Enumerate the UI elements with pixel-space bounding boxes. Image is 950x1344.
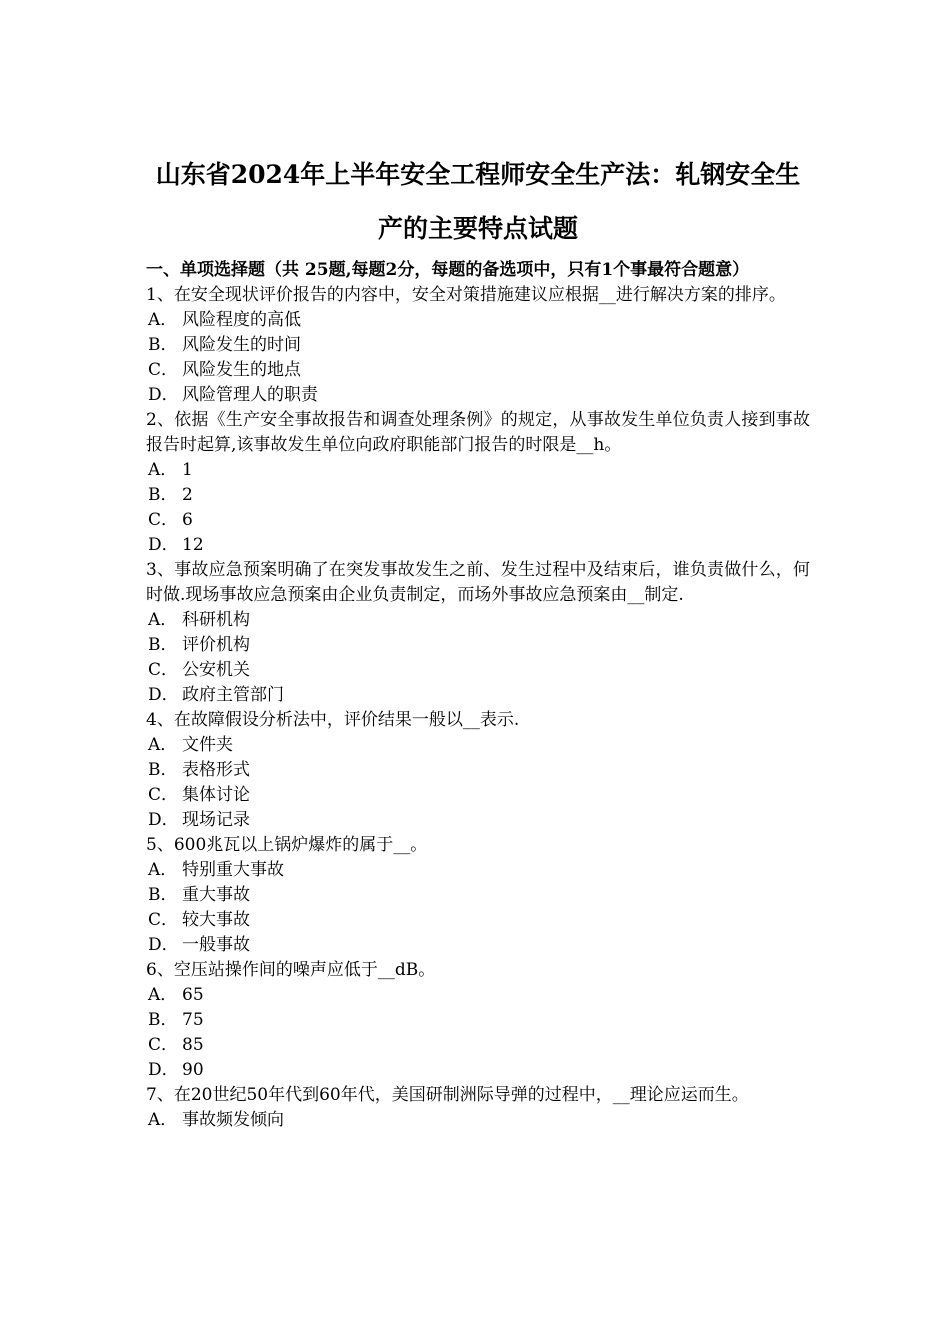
option-text: 特别重大事故	[182, 860, 284, 880]
option-letter: A．	[148, 460, 178, 480]
answer-option	[146, 1008, 810, 1033]
answer-option	[146, 658, 810, 683]
option-letter: A．	[148, 735, 178, 755]
option-text: 重大事故	[182, 885, 250, 905]
answer-option	[146, 858, 810, 883]
question-block	[146, 708, 810, 833]
option-text: 2	[182, 485, 193, 505]
answer-option	[146, 1108, 810, 1133]
answer-option	[146, 533, 810, 558]
option-letter: A．	[148, 860, 178, 880]
option-text: 风险发生的时间	[182, 335, 301, 355]
option-letter: B．	[148, 635, 178, 655]
option-text: 75	[182, 1010, 204, 1030]
option-text: 文件夹	[182, 735, 233, 755]
option-text: 较大事故	[182, 910, 250, 930]
option-letter: D．	[148, 535, 179, 555]
question-block	[146, 1083, 810, 1133]
question-text: 1、在安全现状评价报告的内容中，安全对策措施建议应根据__进行解决方案的排序。	[146, 285, 786, 305]
question-text: 4、在故障假设分析法中，评价结果一般以__表示.	[146, 710, 520, 730]
option-text: 65	[182, 985, 204, 1005]
option-text: 一般事故	[182, 935, 250, 955]
answer-option	[146, 608, 810, 633]
answer-option	[146, 783, 810, 808]
option-letter: A．	[148, 310, 178, 330]
option-letter: D．	[148, 935, 179, 955]
question-block	[146, 408, 810, 558]
answer-option	[146, 808, 810, 833]
option-letter: C．	[148, 660, 179, 680]
option-text: 评价机构	[182, 635, 250, 655]
option-text: 风险程度的高低	[182, 310, 301, 330]
option-text: 12	[182, 535, 204, 555]
answer-option	[146, 683, 810, 708]
option-letter: D．	[148, 810, 179, 830]
answer-option	[146, 358, 810, 383]
question-block	[146, 558, 810, 708]
option-text: 科研机构	[182, 610, 250, 630]
answer-option	[146, 883, 810, 908]
option-text: 6	[182, 510, 193, 530]
answer-option	[146, 758, 810, 783]
question-text: 6、空压站操作间的噪声应低于__dB。	[146, 960, 436, 980]
answer-option	[146, 383, 810, 408]
option-text: 事故频发倾向	[182, 1110, 284, 1130]
option-letter: C．	[148, 1035, 179, 1055]
answer-option	[146, 1033, 810, 1058]
answer-option	[146, 333, 810, 358]
option-letter: B．	[148, 885, 178, 905]
question-text: 7、在20世纪50年代到60年代，美国研制洲际导弹的过程中，__理论应运而生。	[146, 1085, 749, 1105]
option-text: 1	[182, 460, 193, 480]
option-letter: B．	[148, 760, 178, 780]
option-text: 表格形式	[182, 760, 250, 780]
option-letter: C．	[148, 360, 179, 380]
answer-option	[146, 933, 810, 958]
option-letter: B．	[148, 1010, 178, 1030]
answer-option	[146, 508, 810, 533]
option-letter: A．	[148, 985, 178, 1005]
option-letter: A．	[148, 1110, 178, 1130]
option-text: 85	[182, 1035, 204, 1055]
section-heading: 一、单项选择题（共 25题,每题2分，每题的备选项中，只有1个事最符合题意）	[146, 260, 750, 280]
question-text: 5、600兆瓦以上锅炉爆炸的属于__。	[146, 835, 428, 855]
answer-option	[146, 308, 810, 333]
option-text: 现场记录	[182, 810, 250, 830]
option-text: 风险发生的地点	[182, 360, 301, 380]
answer-option	[146, 1058, 810, 1083]
question-block	[146, 958, 810, 1083]
option-text: 90	[182, 1060, 204, 1080]
question-block	[146, 833, 810, 958]
answer-option	[146, 733, 810, 758]
option-text: 集体讨论	[182, 785, 250, 805]
option-letter: C．	[148, 510, 179, 530]
answer-option	[146, 983, 810, 1008]
answer-option	[146, 458, 810, 483]
option-text: 政府主管部门	[182, 685, 284, 705]
question-text: 2、依据《生产安全事故报告和调查处理条例》的规定，从事故发生单位负责人接到事故报告时起算,该事故发生单位向政府职能部门报告的时限是__h。	[146, 410, 810, 455]
option-text: 风险管理人的职责	[182, 385, 318, 405]
option-letter: C．	[148, 910, 179, 930]
document-page	[146, 148, 810, 1133]
answer-option	[146, 908, 810, 933]
answer-option	[146, 633, 810, 658]
option-letter: C．	[148, 785, 179, 805]
document-title: 山东省2024年上半年安全工程师安全生产法：轧钢安全生产的主要特点试题	[155, 160, 801, 243]
answer-option	[146, 483, 810, 508]
option-letter: B．	[148, 485, 178, 505]
option-letter: D．	[148, 385, 179, 405]
option-text: 公安机关	[182, 660, 250, 680]
question-list	[146, 283, 810, 1133]
question-block	[146, 283, 810, 408]
option-letter: B．	[148, 335, 178, 355]
option-letter: D．	[148, 685, 179, 705]
option-letter: A．	[148, 610, 178, 630]
question-text: 3、事故应急预案明确了在突发事故发生之前、发生过程中及结束后，谁负责做什么，何时做.现场事故应急预案由企业负责制定，而场外事故应急预案由__制定.	[146, 560, 810, 605]
option-letter: D．	[148, 1060, 179, 1080]
